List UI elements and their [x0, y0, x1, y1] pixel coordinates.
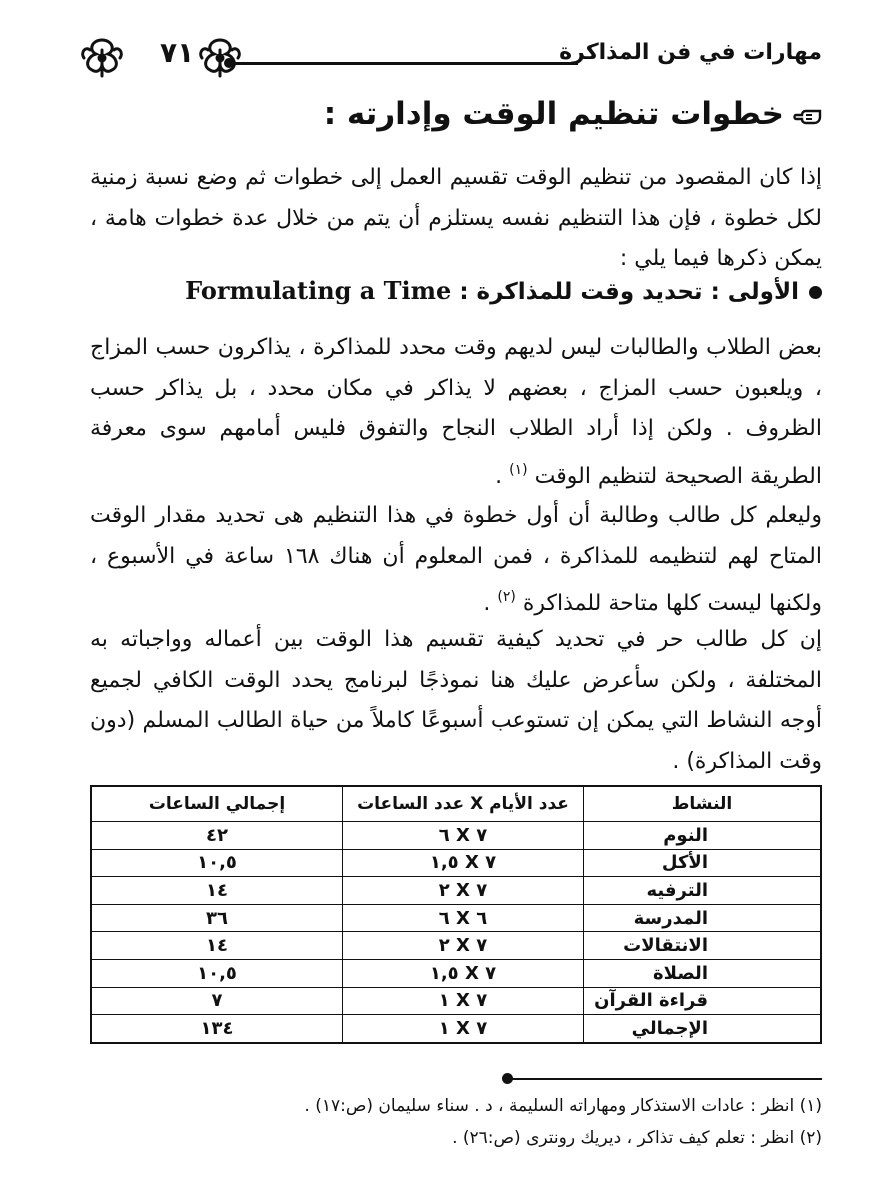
pointing-hand-icon: [792, 105, 822, 127]
subheading-arabic: الأولى : تحديد وقت للمذاكرة :: [459, 279, 799, 305]
calc-cell: [343, 932, 584, 960]
footnote-2: (٢) انظر : تعلم كيف تذاكر ، ديريك رونترى (ص:٢٦) .: [452, 1128, 822, 1148]
table-total-row: [91, 1015, 821, 1043]
table-header-row: [91, 786, 821, 822]
calc-value: ٧ X ١: [438, 990, 488, 1012]
activity-cell: الأكل: [584, 849, 822, 877]
calc-cell: [343, 987, 584, 1015]
section-heading: [324, 96, 822, 132]
total-cell: ١٤: [91, 877, 343, 905]
calc-value: ٧ X ١,٥: [429, 852, 497, 874]
paragraph-text: بعض الطلاب والطالبات ليس لديهم وقت محدد للمذاكرة ، يذاكرون حسب المزاج ، ويلعبون حسب المزاج ، بعضهم لا يذاكر في مكان محدد ، بل يذاكر حسب الظروف . ولكن إذا أراد الطلاب النجاح والتفوق فليس أمامهم سوى معرفة الطريقة الصحيحة لتنظيم الوقت: [90, 335, 822, 489]
calc-cell: [343, 959, 584, 987]
calc-cell: [343, 877, 584, 905]
table-row: [91, 904, 821, 932]
paragraph-available-time: [90, 496, 822, 625]
floral-ornament-icon: [78, 36, 126, 80]
activity-cell: الترفيه: [584, 877, 822, 905]
total-cell: ١٣٤: [91, 1015, 343, 1043]
footnote-ref-2[interactable]: (٢): [497, 589, 516, 605]
subheading-formulating-time: [185, 276, 822, 305]
page-number: ٧١: [160, 36, 195, 69]
header-days-hours: عدد الأيام X عدد الساعات: [343, 786, 584, 822]
calc-value: ٧ X ٦: [438, 824, 488, 846]
activity-cell: المدرسة: [584, 904, 822, 932]
intro-paragraph: إذا كان المقصود من تنظيم الوقت تقسيم العمل إلى خطوات ثم وضع نسبة زمنية لكل خطوة ، فإن هذا التنظيم نفسه يستلزم أن يتم من خلال عدة خطوات هامة ، يمكن ذكرها فيما يلي :: [90, 165, 822, 271]
total-cell: ١٠,٥: [91, 959, 343, 987]
calc-cell: [343, 849, 584, 877]
table-row: [91, 932, 821, 960]
header-rule: [226, 62, 578, 65]
paragraph-text: وليعلم كل طالب وطالبة أن أول خطوة في هذا التنظيم هى تحديد مقدار الوقت المتاح لهم لتنظيمه للمذاكرة ، فمن المعلوم أن هناك ١٦٨ ساعة في الأسبوع ، ولكنها ليست كلها متاحة للمذاكرة: [90, 503, 822, 616]
paragraph-end: .: [483, 591, 498, 616]
activity-cell: الإجمالي: [584, 1015, 822, 1043]
table-row: [91, 849, 821, 877]
header-activity: النشاط: [584, 786, 822, 822]
calc-cell: [343, 822, 584, 850]
total-cell: ٤٢: [91, 822, 343, 850]
table-row: [91, 959, 821, 987]
calc-value: ٦ X ٦: [438, 907, 488, 929]
calc-value: ٧ X ٢: [438, 935, 488, 957]
paragraph-weekly-model: إن كل طالب حر في تحديد كيفية تقسيم هذا الوقت بين أعماله وواجباته به المختلفة ، ولكن سأعرض عليك هنا نموذجًا لبرنامج يحدد الوقت الكافي لجميع أوجه النشاط التي يمكن إن تستوعب أسبوعًا كاملاً من حياة الطالب المسلم (دون وقت المذاكرة) .: [90, 627, 822, 774]
weekly-schedule-table: [90, 785, 822, 1044]
bullet-icon: [809, 286, 822, 299]
table-row: [91, 877, 821, 905]
activity-cell: النوم: [584, 822, 822, 850]
total-cell: ٧: [91, 987, 343, 1015]
calc-value: ٧ X ٢: [438, 879, 488, 901]
footnote-ref-1[interactable]: (١): [509, 461, 528, 478]
calc-cell: [343, 1015, 584, 1043]
activity-cell: قراءة القرآن: [584, 987, 822, 1015]
total-cell: ١٠,٥: [91, 849, 343, 877]
running-header: [78, 34, 822, 84]
paragraph-end: .: [495, 463, 510, 489]
calc-value: ٧ X ١,٥: [429, 962, 497, 984]
calc-cell: [343, 904, 584, 932]
subheading-english: Formulating a Time: [185, 276, 452, 305]
section-heading-text: خطوات تنظيم الوقت وإدارته :: [323, 96, 784, 132]
footnote-1: (١) انظر : عادات الاستذكار ومهاراته السليمة ، د . سناء سليمان (ص:١٧) .: [304, 1096, 822, 1116]
activity-cell: الصلاة: [584, 959, 822, 987]
activity-cell: الانتقالات: [584, 932, 822, 960]
total-cell: ٣٦: [91, 904, 343, 932]
header-total-hours: إجمالي الساعات: [91, 786, 343, 822]
floral-ornament-icon: [196, 36, 244, 80]
footnote-rule: [508, 1078, 822, 1080]
paragraph-study-time: [90, 328, 822, 497]
table-row: [91, 822, 821, 850]
calc-value: ٧ X ١: [438, 1017, 488, 1039]
total-cell: ١٤: [91, 932, 343, 960]
table-row: [91, 987, 821, 1015]
running-title: مهارات في فن المذاكرة: [559, 40, 822, 65]
